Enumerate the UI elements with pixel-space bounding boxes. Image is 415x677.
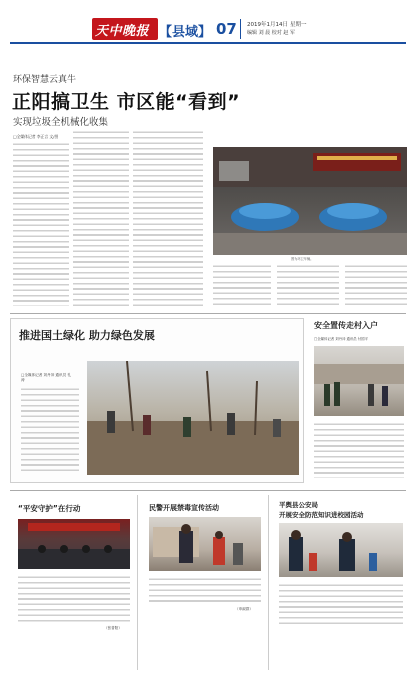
edition-date: 2019年1月14日 xyxy=(247,22,288,28)
lead-subhead: 实现垃圾全机械化收集 xyxy=(13,117,109,128)
lead-photo-caption: 图为环卫车辆。 xyxy=(291,257,314,261)
green-byline: □全媒体记者 刘丹冲 通讯员 孔 涛 xyxy=(21,373,71,382)
masthead-divider xyxy=(240,19,241,39)
police-body xyxy=(279,583,403,627)
masthead-rule xyxy=(10,42,406,44)
safety-story xyxy=(310,318,407,483)
lead-body-column-6 xyxy=(345,264,407,306)
edition-staff: 编辑 刘 晨 校对 赵 军 xyxy=(247,30,295,36)
paper-name: 天中晚报 xyxy=(95,24,150,39)
green-body-column-1 xyxy=(21,387,79,475)
drug-credit: （申淑群） xyxy=(235,607,253,611)
lead-byline: □全媒体记者 李正言 文/图 xyxy=(13,134,59,139)
lead-body-column-1 xyxy=(13,142,69,306)
drug-body xyxy=(149,577,261,605)
sanitation-vehicles-illustration xyxy=(213,147,407,255)
lead-body-column-5 xyxy=(277,264,339,306)
meeting-illustration xyxy=(18,519,130,569)
green-story-box xyxy=(10,318,304,483)
section-name: 【县域】 xyxy=(159,25,212,40)
lead-headline: 正阳搞卫生 市区能“看到” xyxy=(12,91,241,113)
lead-body-column-2 xyxy=(73,130,129,306)
masthead xyxy=(0,0,415,58)
school-safety-illustration xyxy=(279,523,403,577)
tree-planting-illustration xyxy=(87,361,299,475)
drug-awareness-illustration xyxy=(149,517,261,571)
safety-headline: 安全置传走村入户 xyxy=(314,321,378,330)
drug-headline: 民警开展禁毒宣传活动 xyxy=(149,504,219,512)
edition-weekday: 星期一 xyxy=(290,22,307,28)
guard-story xyxy=(10,495,138,670)
guard-credit: （张普阳） xyxy=(104,626,122,630)
green-headline: 推进国土绿化 助力绿色发展 xyxy=(19,329,155,342)
green-photo xyxy=(87,361,299,475)
safety-byline: □全媒体记者 刘丹冲 通讯员 付国平 xyxy=(314,337,368,341)
lead-body-column-4 xyxy=(213,264,271,306)
guard-headline: “平安守护”在行动 xyxy=(18,504,81,513)
section-rule-1 xyxy=(10,313,406,314)
safety-photo xyxy=(314,346,404,416)
village-visit-illustration xyxy=(314,346,404,416)
guard-body xyxy=(18,575,130,623)
drug-photo xyxy=(149,517,261,571)
lead-photo xyxy=(213,147,407,255)
police-headline-1: 平舆县公安局 xyxy=(279,501,318,509)
safety-body xyxy=(314,422,404,478)
lead-body-column-3 xyxy=(133,130,203,306)
guard-photo xyxy=(18,519,130,569)
police-story xyxy=(275,495,407,670)
lead-kicker: 环保智慧云真牛 xyxy=(13,75,77,85)
page-number: 07 xyxy=(216,20,237,38)
police-headline-2: 开展安全防范知识进校园活动 xyxy=(279,511,364,519)
police-photo xyxy=(279,523,403,577)
drug-story xyxy=(143,495,269,670)
section-rule-2 xyxy=(10,490,406,491)
